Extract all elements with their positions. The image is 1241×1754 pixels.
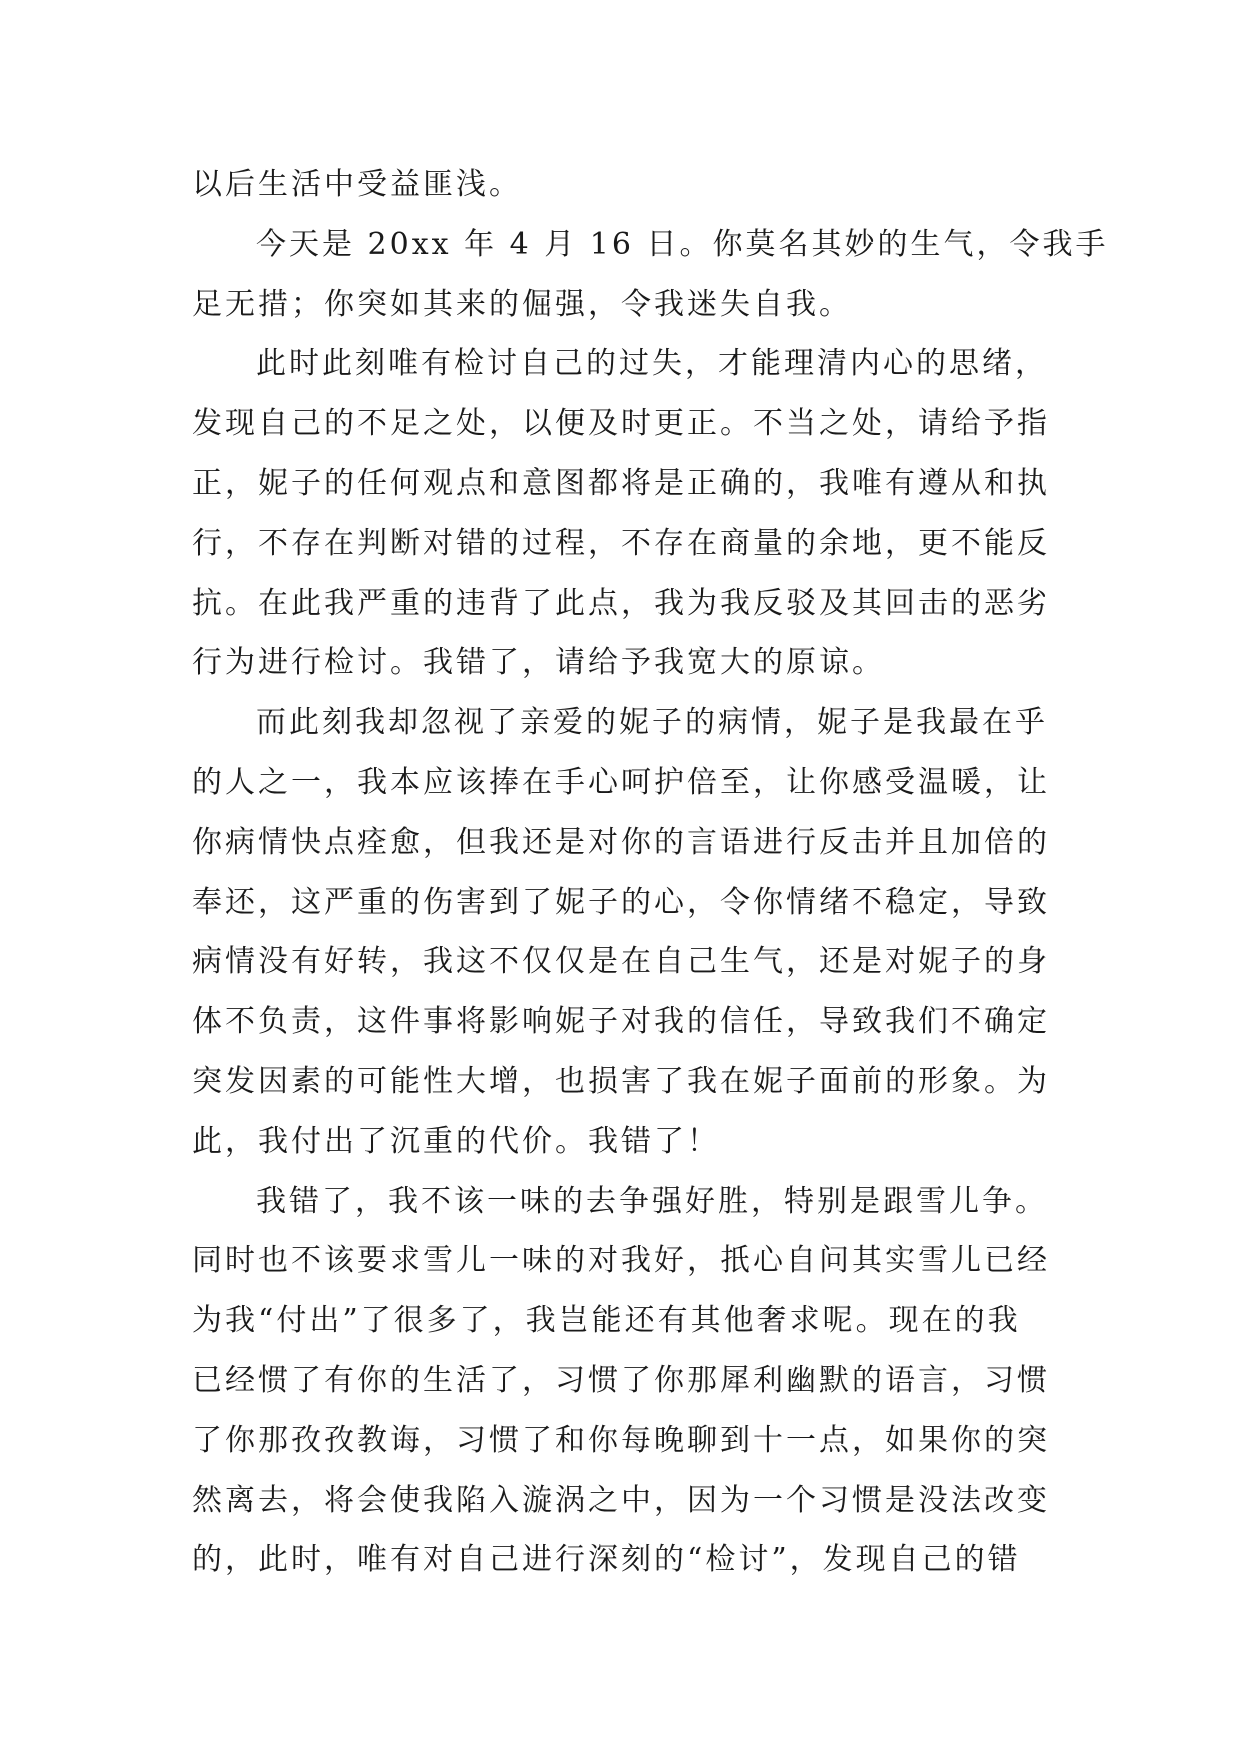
text-line: 行，不存在判断对错的过程，不存在商量的余地，更不能反 [192,525,1050,561]
text-line: 病情没有好转，我这不仅仅是在自己生气，还是对妮子的身 [192,944,1050,980]
text-line: 以后生活中受益匪浅。 [192,167,522,202]
text-line: 足无措；你突如其来的倔强，令我迷失自我。 [192,286,852,322]
text-line: 此，我付出了沉重的代价。我错了！ [192,1123,720,1159]
text-line: 你病情快点痊愈，但我还是对你的言语进行反击并且加倍的 [192,824,1050,860]
text-line: 然离去，将会使我陷入漩涡之中，因为一个习惯是没法改变 [192,1482,1050,1518]
text-line: 抗。在此我严重的违背了此点，我为我反驳及其回击的恶劣 [192,585,1050,621]
document-body [192,155,1109,1590]
text-line: 为我“付出”了很多了，我岂能还有其他奢求呢。现在的我 [192,1303,1021,1339]
text-line: 体不负责，这件事将影响妮子对我的信任，导致我们不确定 [192,1004,1050,1040]
text-line: 奉还，这严重的伤害到了妮子的心，令你情绪不稳定，导致 [192,884,1050,920]
text-line: 正，妮子的任何观点和意图都将是正确的，我唯有遵从和执 [192,465,1050,501]
text-line: 的，此时，唯有对自己进行深刻的“检讨”，发现自己的错 [192,1542,1021,1578]
text-line: 的人之一，我本应该捧在手心呵护倍至，让你感受温暖，让 [192,764,1050,800]
text-line: 同时也不该要求雪儿一味的对我好，扺心自问其实雪儿已经 [192,1243,1050,1279]
paragraph-first-line: 我错了，我不该一味的去争强好胜，特别是跟雪儿争。 [256,1183,1048,1219]
text-line: 突发因素的可能性大增，也损害了我在妮子面前的形象。为 [192,1063,1050,1099]
paragraph-first-line: 此时此刻唯有检讨自己的过失，才能理清内心的思绪， [256,346,1048,382]
text-line: 了你那孜孜教诲，习惯了和你每晚聊到十一点，如果你的突 [192,1422,1050,1458]
paragraph-first-line: 而此刻我却忽视了亲爱的妮子的病情，妮子是我最在乎 [256,705,1048,741]
paragraph-first-line: 今天是 20xx 年 4 月 16 日。你莫名其妙的生气，令我手 [256,226,1109,262]
text-line: 已经惯了有你的生活了，习惯了你那犀利幽默的语言，习惯 [192,1362,1050,1398]
text-line: 发现自己的不足之处，以便及时更正。不当之处，请给予指 [192,406,1050,442]
text-line: 行为进行检讨。我错了，请给予我宽大的原谅。 [192,645,885,681]
